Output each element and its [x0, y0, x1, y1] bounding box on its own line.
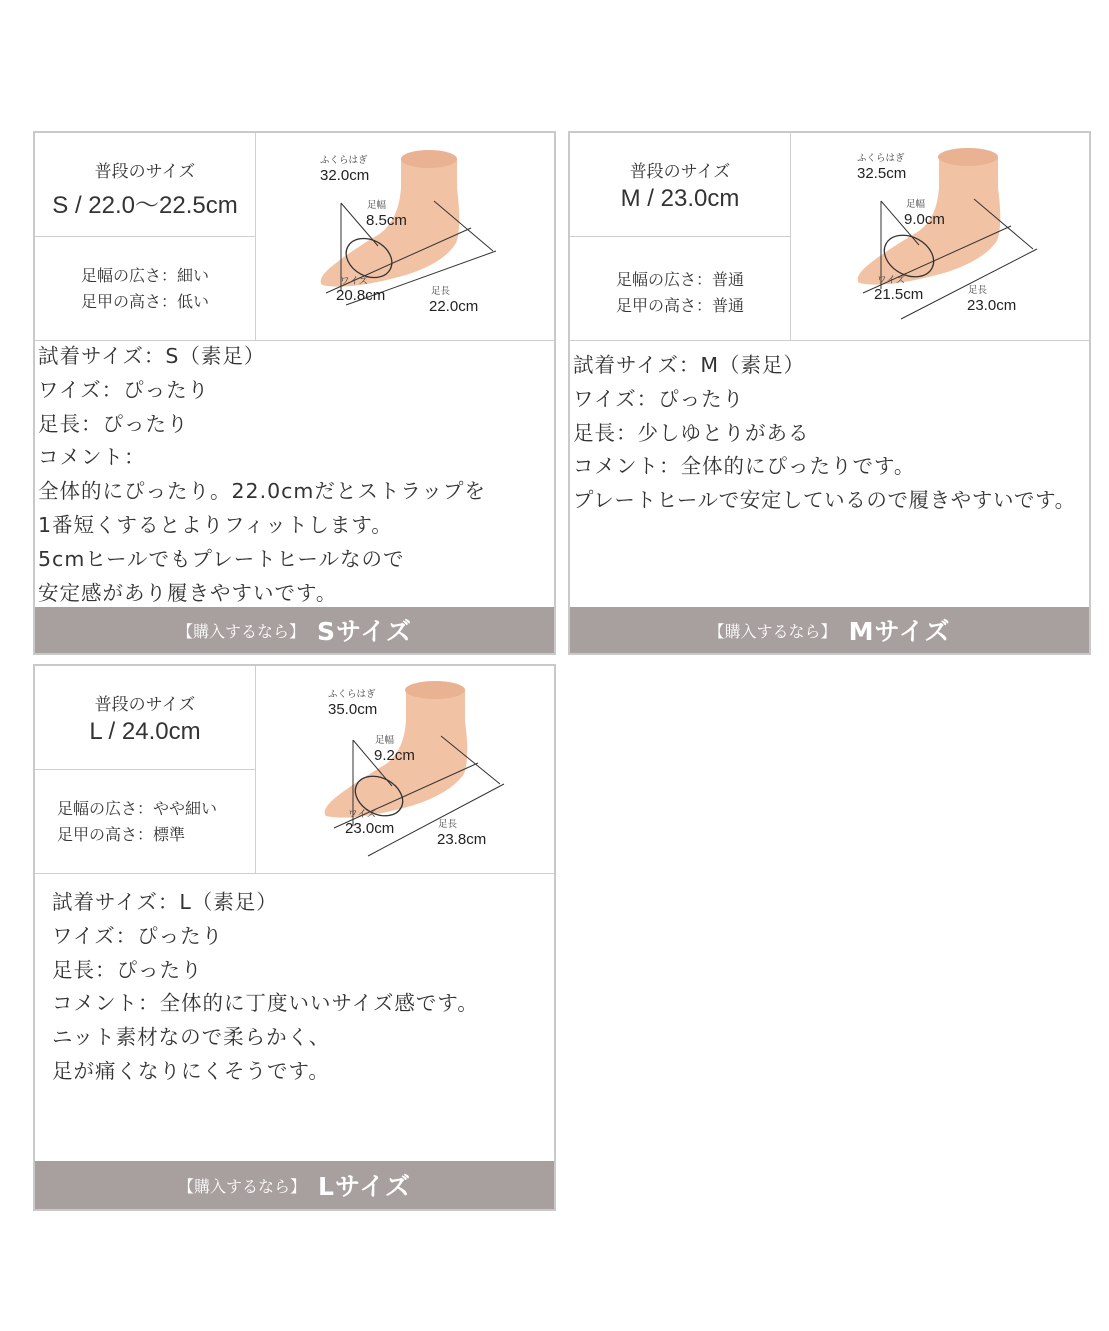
- foot-width-line: 足幅の広さ：やや細い: [57, 799, 218, 818]
- foot-shape-box: [35, 770, 256, 873]
- review-line: コメント：全体的に丁度いいサイズ感です。: [52, 991, 479, 1016]
- foot-measurement-icon: [256, 666, 556, 873]
- size-card-s: [33, 131, 556, 655]
- foot-length-label: 足長: [438, 819, 458, 830]
- review-line: 足長：少しゆとりがある: [573, 420, 810, 445]
- wise-value: 20.8cm: [336, 287, 386, 304]
- size-card-l: [33, 664, 556, 1211]
- review-line: 足が痛くなりにくそうです。: [52, 1058, 330, 1083]
- review-line: 足長：ぴったり: [52, 957, 203, 982]
- review-line: 足長：ぴったり: [38, 411, 189, 436]
- buy-size-label: Lサイズ: [318, 1172, 411, 1201]
- buy-size-label: Sサイズ: [317, 617, 413, 646]
- wise-value: 21.5cm: [874, 286, 924, 303]
- calf-value: 35.0cm: [328, 701, 378, 718]
- review-line: コメント：全体的にぴったりです。: [573, 454, 916, 479]
- review-line: 安定感があり履きやすいです。: [38, 580, 338, 605]
- foot-length-value: 22.0cm: [429, 298, 479, 315]
- card-header: [570, 133, 1089, 341]
- review-line: 試着サイズ：L（素足）: [52, 890, 278, 914]
- review-text: [52, 886, 554, 1089]
- calf-value: 32.5cm: [857, 165, 907, 182]
- review-text: [38, 340, 554, 610]
- foot-width-value: 9.0cm: [904, 211, 945, 228]
- buy-l-size-button[interactable]: [35, 1161, 554, 1209]
- foot-width-label: 足幅: [375, 735, 395, 746]
- review-line: ワイズ：ぴったり: [573, 386, 745, 411]
- buy-prefix: 【購入するなら】: [176, 621, 305, 641]
- foot-measurement-icon: [256, 133, 556, 340]
- buy-prefix: 【購入するなら】: [708, 621, 837, 641]
- calf-label: ふくらはぎ: [857, 153, 905, 164]
- foot-width-label: 足幅: [367, 200, 387, 211]
- foot-shape-box: [570, 237, 791, 340]
- wise-label: ワイズ: [877, 275, 906, 286]
- review-line: 全体的にぴったり。22.0cmだとストラップを: [38, 479, 486, 504]
- review-text: [573, 349, 1089, 518]
- usual-size-label: 普段のサイズ: [94, 162, 196, 182]
- usual-size-box: [35, 666, 256, 770]
- usual-size-value: M / 23.0cm: [620, 185, 740, 212]
- calf-label: ふくらはぎ: [320, 155, 368, 166]
- foot-measurement-icon: [791, 133, 1091, 340]
- foot-width-line: 足幅の広さ：細い: [80, 266, 209, 285]
- calf-label: ふくらはぎ: [328, 689, 376, 700]
- foot-shape-box: [35, 237, 256, 340]
- instep-height-line: 足甲の高さ：標準: [57, 825, 186, 844]
- review-line: 1番短くするとよりフィットします。: [38, 512, 393, 537]
- wise-value: 23.0cm: [345, 820, 395, 837]
- usual-size-box: [35, 133, 256, 237]
- review-line: プレートヒールで安定しているので履きやすいです。: [573, 488, 1076, 513]
- instep-height-line: 足甲の高さ：低い: [80, 292, 209, 311]
- usual-size-label: 普段のサイズ: [94, 695, 196, 715]
- wise-label: ワイズ: [348, 809, 377, 820]
- review-line: コメント：: [38, 445, 146, 470]
- buy-prefix: 【購入するなら】: [178, 1176, 307, 1196]
- foot-length-value: 23.0cm: [967, 297, 1017, 314]
- usual-size-value: S / 22.0〜22.5cm: [52, 192, 238, 219]
- size-card-m: [568, 131, 1091, 655]
- review-line: 試着サイズ：S（素足）: [38, 344, 266, 368]
- card-header: [35, 666, 554, 874]
- review-line: 試着サイズ：M（素足）: [573, 353, 806, 377]
- buy-m-size-button[interactable]: [570, 607, 1089, 653]
- review-line: 5cmヒールでもプレートヒールなので: [38, 546, 405, 571]
- usual-size-box: [570, 133, 791, 237]
- card-header: [35, 133, 554, 341]
- usual-size-value: L / 24.0cm: [89, 718, 201, 745]
- review-line: ニット素材なので柔らかく、: [52, 1025, 331, 1050]
- buy-size-label: Mサイズ: [848, 617, 951, 646]
- foot-width-label: 足幅: [906, 199, 926, 210]
- foot-length-value: 23.8cm: [437, 831, 487, 848]
- foot-width-value: 9.2cm: [374, 747, 415, 764]
- buy-s-size-button[interactable]: [35, 607, 554, 653]
- foot-length-label: 足長: [431, 286, 451, 297]
- foot-width-line: 足幅の広さ：普通: [615, 270, 744, 289]
- review-line: ワイズ：ぴったり: [38, 377, 210, 402]
- foot-length-label: 足長: [968, 285, 988, 296]
- foot-width-value: 8.5cm: [366, 212, 407, 229]
- review-line: ワイズ：ぴったり: [52, 923, 224, 948]
- calf-value: 32.0cm: [320, 167, 370, 184]
- wise-label: ワイズ: [340, 276, 369, 287]
- instep-height-line: 足甲の高さ：普通: [615, 296, 744, 315]
- usual-size-label: 普段のサイズ: [629, 162, 731, 182]
